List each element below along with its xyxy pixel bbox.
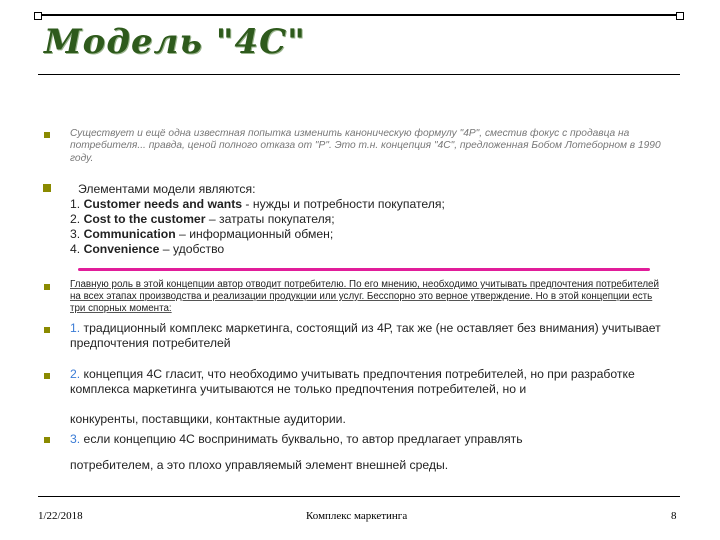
point-number: 2.	[70, 367, 81, 381]
point-text: традиционный комплекс маркетинга, состоящий из 4Р, так же (не оставляет без внимания) учитывает предпочтения потребителей	[70, 321, 661, 350]
top-border-line	[38, 14, 680, 16]
bullet-marker	[44, 373, 50, 379]
footer-title: Комплекс маркетинга	[306, 510, 408, 522]
point-three	[70, 432, 670, 447]
bullet-marker	[44, 132, 50, 138]
bullet-marker	[44, 284, 50, 290]
model-elements-block	[70, 182, 670, 256]
element-item	[70, 227, 670, 242]
author-concept-paragraph: Главную роль в этой концепции автор отводит потребителю. По его мнению, необходимо учитывать предпочтения потребителей на всех этапах производства и реализации продукции или услуг. Бесспорно это верное утверждение. Но в этой концепции есть три спорных момента:	[70, 279, 659, 314]
point-text: если концепцию 4С воспринимать буквально, то автор предлагает управлять	[80, 432, 523, 446]
item-number: 3.	[70, 226, 81, 241]
item-number: 1.	[70, 196, 81, 211]
item-desc: – затраты покупателя;	[205, 211, 335, 226]
bullet-marker	[44, 437, 50, 443]
point-two	[70, 367, 678, 397]
border-corner-marker	[676, 12, 684, 20]
bullet-marker	[43, 184, 51, 192]
item-term: Cost to the customer	[83, 211, 206, 226]
element-item	[70, 242, 670, 257]
slide-title: Модель "4С"	[44, 22, 306, 62]
item-desc: – удобство	[159, 241, 225, 256]
item-desc: - нужды и потребности покупателя;	[242, 196, 445, 211]
item-term: Convenience	[83, 241, 160, 256]
title-underline	[38, 74, 680, 75]
point-number: 1.	[70, 321, 81, 335]
page-number: 8	[671, 510, 677, 522]
item-term: Customer needs and wants	[83, 196, 243, 211]
point-three-continuation: потребителем, а это плохо управляемый элемент внешней среды.	[70, 458, 449, 472]
footer-rule	[38, 496, 680, 497]
intro-paragraph: Существует и ещё одна известная попытка изменить каноническую формулу "4Р", сместив фокус с продавца на потребителя... правда, ценой полного отказа от "Р". Это т.н. концепция "4С", предложенная Бобом Лотеборном в 1990 году.	[70, 128, 661, 164]
accent-line	[78, 268, 650, 271]
item-term: Communication	[83, 226, 176, 241]
bullet-marker	[44, 327, 50, 333]
point-number: 3.	[70, 432, 81, 446]
footer-date: 1/22/2018	[38, 510, 83, 522]
item-desc: – информационный обмен;	[175, 226, 334, 241]
point-one	[70, 321, 670, 351]
item-number: 2.	[70, 211, 81, 226]
elements-intro: Элементами модели являются:	[78, 182, 256, 196]
point-text: концепция 4С гласит, что необходимо учитывать предпочтения потребителей, но при разработке комплекса маркетинга учитываются не только предпочтения потребителей, но и	[70, 367, 635, 396]
item-number: 4.	[70, 241, 81, 256]
point-two-continuation: конкуренты, поставщики, контактные аудитории.	[70, 412, 346, 426]
element-item	[70, 197, 670, 212]
border-corner-marker	[34, 12, 42, 20]
element-item	[70, 212, 670, 227]
